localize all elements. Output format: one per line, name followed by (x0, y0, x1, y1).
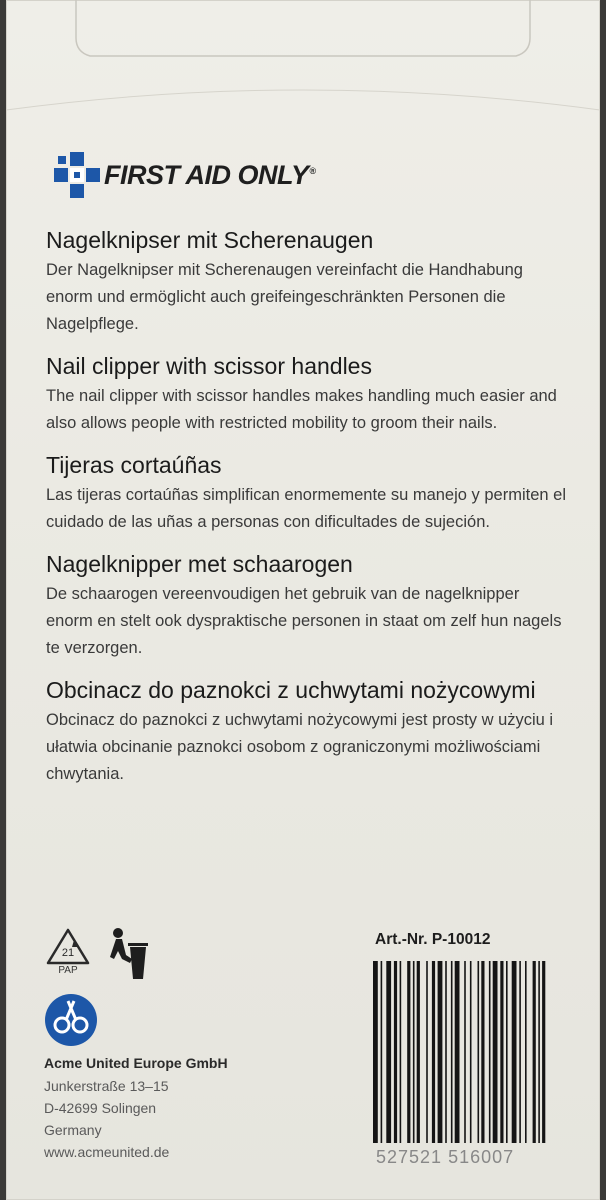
first-aid-cross-icon (52, 150, 102, 204)
section-body: Obcinacz do paznokci z uchwytami nożycowymi jest prosty w użyciu i ułatwia obcinanie paznokci osobom z ograniczonymi możliwościami chwytania. (46, 711, 554, 783)
section-heading: Nagelknipper met schaarogen (46, 551, 353, 577)
address-country: Germany (44, 1122, 102, 1138)
section-heading: Obcinacz do paznokci z uchwytami nożycowymi (46, 677, 536, 703)
section-body: Las tijeras cortaúñas simplifican enormemente su manejo y permiten el cuidado de las uñas a personas con dificultades de sujeción. (46, 486, 566, 531)
footer-area (6, 915, 600, 1200)
section-heading: Tijeras cortaúñas (46, 452, 222, 478)
section-german (46, 225, 566, 338)
section-spanish (46, 450, 566, 536)
barcode-icon (371, 961, 591, 1166)
hang-slot (6, 0, 600, 115)
company-address (44, 1075, 169, 1163)
acme-logo-icon (44, 993, 98, 1047)
trash-bin-icon (106, 925, 152, 985)
recycle-material: PAP (58, 965, 78, 976)
section-heading: Nagelknipser mit Scherenaugen (46, 227, 374, 253)
section-english (46, 351, 566, 437)
brand-logo (52, 150, 412, 204)
description-list (46, 225, 566, 801)
section-body: Der Nagelknipser mit Scherenaugen vereinfacht die Handhabung enorm und ermöglicht auch greifeingeschränkten Personen die Nagelpflege. (46, 261, 523, 333)
section-dutch (46, 549, 566, 662)
section-polish (46, 675, 566, 788)
section-body: De schaarogen vereenvoudigen het gebruik van de nagelknipper enorm en stelt ook dyspraktische personen in staat om zelf hun nagels te verzorgen. (46, 585, 562, 657)
section-heading: Nail clipper with scissor handles (46, 353, 372, 379)
brand-name: FIRST AID ONLY® (104, 160, 316, 190)
recycle-code: 21 (61, 947, 75, 959)
recycle-triangle-icon (44, 927, 92, 967)
company-website: www.acmeunited.de (44, 1144, 170, 1160)
barcode-digits: 527521 516007 (376, 1147, 515, 1167)
product-card-back (6, 0, 600, 1200)
company-name: Acme United Europe GmbH (44, 1055, 228, 1071)
address-street: Junkerstraße 13–15 (44, 1078, 169, 1094)
section-body: The nail clipper with scissor handles makes handling much easier and also allows people with restricted mobility to groom their nails. (46, 387, 557, 432)
address-city: D-42699 Solingen (44, 1100, 157, 1116)
article-number: Art.-Nr. P-10012 (375, 931, 491, 948)
